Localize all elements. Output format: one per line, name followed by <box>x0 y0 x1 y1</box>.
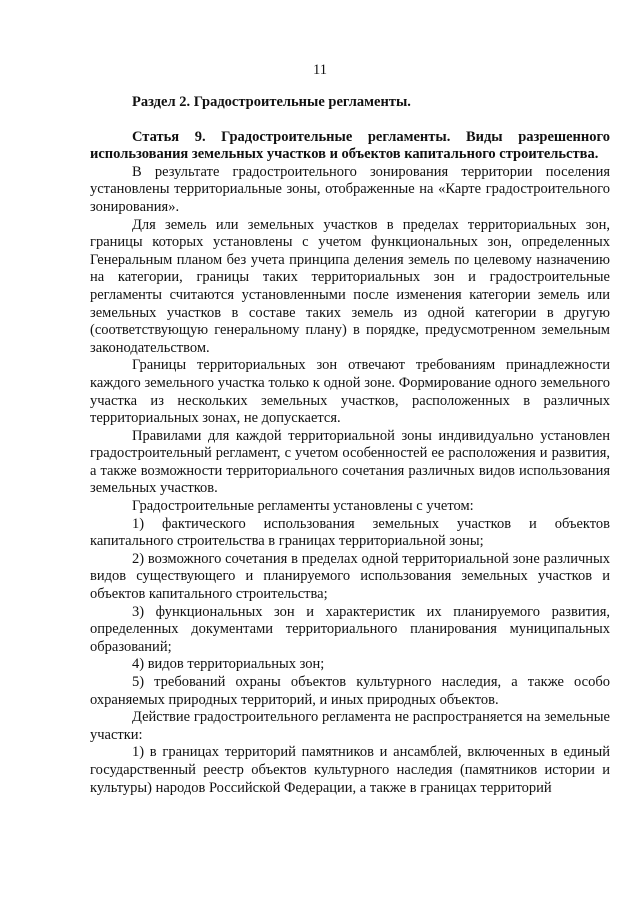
paragraph: Действие градостроительного регламента не распространяется на земельные участки: <box>90 709 610 743</box>
list-item: 1) в границах территорий памятников и ансамблей, включенных в единый государственный реестр объектов культурного наследия (памятников истории и культуры) народов Российской Федерации, а также в границах территорий <box>90 744 610 796</box>
document-body <box>90 94 610 797</box>
list-item: 4) видов территориальных зон; <box>132 656 325 673</box>
list-item: 1) фактического использования земельных участков и объектов капитального строительства в границах территориальной зоны; <box>90 515 610 550</box>
page-number: 11 <box>313 62 327 78</box>
list-item: 3) функциональных зон и характеристик их планируемого развития, определенных документами территориального планирования муниципальных образований; <box>90 603 610 655</box>
paragraph: Правилами для каждой территориальной зоны индивидуально установлен градостроительный регламент, с учетом особенностей ее расположения и развития, а также возможности территориального сочетания различных видов использования земельных участков. <box>90 427 610 497</box>
list-item: 2) возможного сочетания в пределах одной территориальной зоне различных видов существующего и планируемого использования земельных участков и объектов капитального строительства; <box>90 550 610 603</box>
paragraph: Для земель или земельных участков в пределах территориальных зон, границы которых установлены с учетом функциональных зон, определенных Генеральным планом без учета принципа деления земель по целевому назначению на категории, границы таких территориальных зон и градостроительные регламенты считаются установленными после изменения категории земель или земельных участков в составе таких земель из одной категории в другую (соответствующую генеральному плану) в порядке, предусмотренном земельным законодательством. <box>90 216 610 356</box>
article-heading: Статья 9. Градостроительные регламенты. Виды разрешенного использования земельных участков и объектов капитального строительства. <box>90 128 610 163</box>
paragraph: Границы территориальных зон отвечают требованиям принадлежности каждого земельного участка только к одной зоне. Формирование одного земельного участка из нескольких земельных участков, расположенных в различных территориальных зонах, не допускается. <box>90 357 610 427</box>
paragraph: В результате градостроительного зонирования территории поселения установлены территориальные зоны, отображенные на «Карте градостроительного зонирования». <box>90 163 610 215</box>
list-item: 5) требований охраны объектов культурного наследия, а также особо охраняемых природных территорий, и иных природных объектов. <box>90 674 610 708</box>
paragraph: Градостроительные регламенты установлены с учетом: <box>132 498 474 515</box>
section-heading: Раздел 2. Градостроительные регламенты. <box>132 94 411 110</box>
